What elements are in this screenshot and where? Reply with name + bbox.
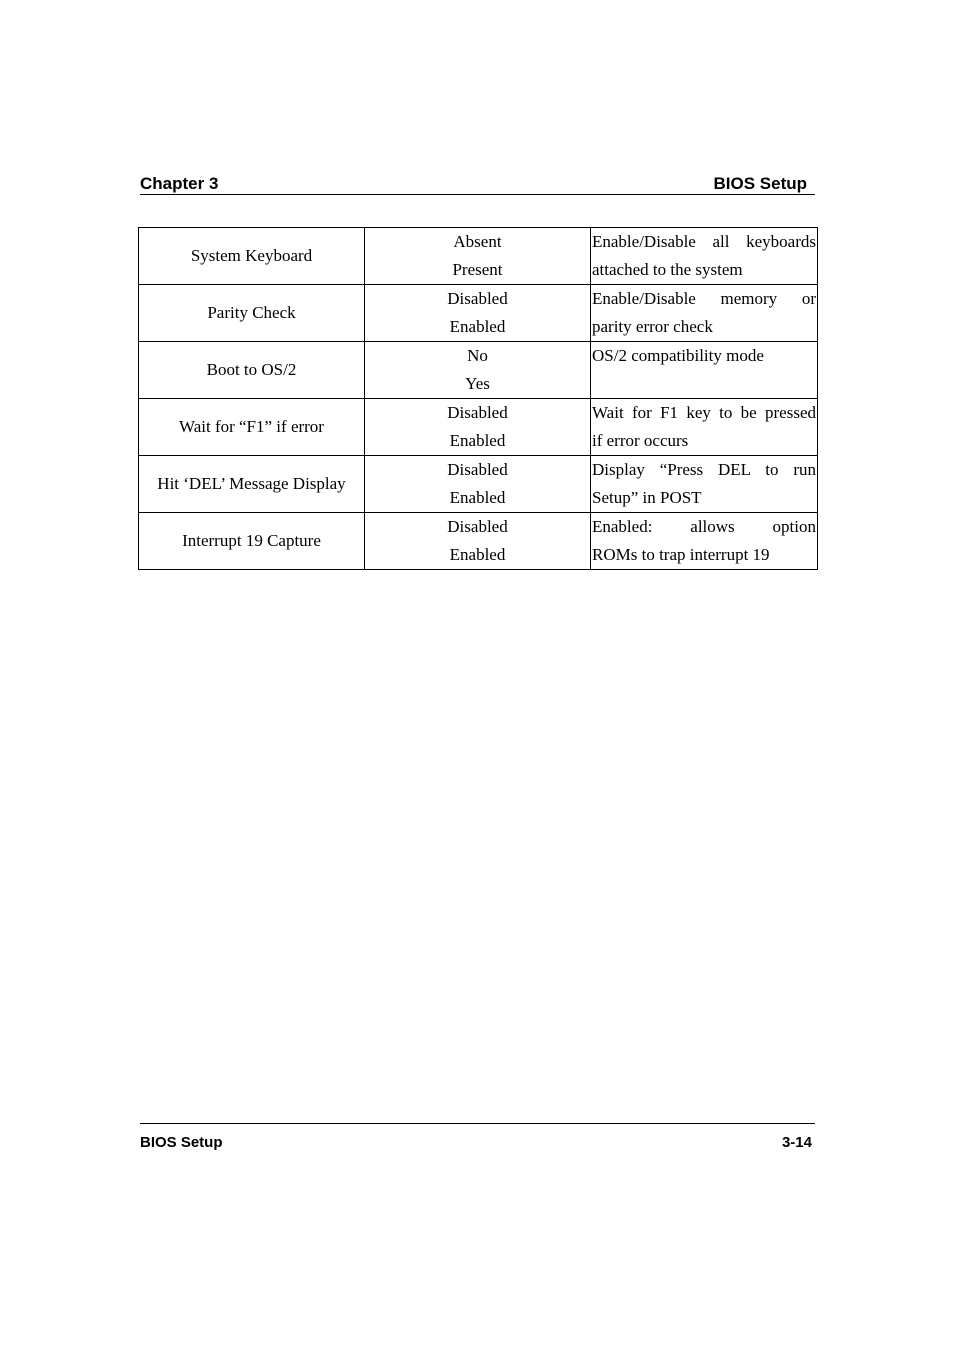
page-header — [140, 173, 815, 195]
option-values — [365, 228, 591, 285]
option-description — [591, 285, 818, 342]
page-number: 3-14 — [781, 1134, 812, 1151]
chapter-label: Chapter 3 — [140, 174, 219, 193]
description-line: Setup” in POST — [592, 488, 702, 507]
option-value: Disabled — [447, 289, 508, 308]
description-line: Wait for F1 key to be pressed — [592, 403, 816, 422]
option-value: Absent — [453, 232, 502, 251]
description-line: Enable/Disable all keyboards — [592, 232, 816, 251]
option-value: Enabled — [449, 545, 506, 564]
option-value: Enabled — [449, 488, 506, 507]
page-footer — [140, 1123, 815, 1154]
table-row — [139, 456, 818, 513]
option-value: No — [467, 346, 488, 365]
option-values — [365, 513, 591, 570]
option-values — [365, 399, 591, 456]
option-name: System Keyboard — [139, 228, 365, 285]
option-value: Yes — [465, 374, 490, 393]
option-value: Enabled — [449, 317, 506, 336]
description-line: OS/2 compatibility mode — [592, 346, 764, 365]
description-line: Display “Press DEL to run — [592, 460, 816, 479]
option-name: Interrupt 19 Capture — [139, 513, 365, 570]
option-value: Present — [452, 260, 503, 279]
option-value: Enabled — [449, 431, 506, 450]
footer-title: BIOS Setup — [140, 1134, 223, 1151]
option-name: Parity Check — [139, 285, 365, 342]
description-line: attached to the system — [592, 260, 743, 279]
table-row — [139, 399, 818, 456]
option-value: Disabled — [447, 460, 508, 479]
option-values — [365, 285, 591, 342]
bios-options-table — [138, 227, 818, 570]
option-description — [591, 399, 818, 456]
description-line: if error occurs — [592, 431, 689, 450]
option-name: Wait for “F1” if error — [139, 399, 365, 456]
option-description — [591, 456, 818, 513]
option-value: Disabled — [447, 517, 508, 536]
table-row — [139, 285, 818, 342]
table-row — [139, 228, 818, 285]
description-line: ROMs to trap interrupt 19 — [592, 545, 770, 564]
option-name: Hit ‘DEL’ Message Display — [139, 456, 365, 513]
table-row — [139, 513, 818, 570]
description-line: Enabled: allows option — [592, 517, 816, 536]
option-value: Disabled — [447, 403, 508, 422]
option-values — [365, 342, 591, 399]
section-label: BIOS Setup — [713, 174, 807, 193]
option-description — [591, 228, 818, 285]
option-values — [365, 456, 591, 513]
description-line: parity error check — [592, 317, 713, 336]
description-line: Enable/Disable memory or — [592, 289, 816, 308]
table-row — [139, 342, 818, 399]
option-description — [591, 513, 818, 570]
option-name: Boot to OS/2 — [139, 342, 365, 399]
option-description — [591, 342, 818, 399]
